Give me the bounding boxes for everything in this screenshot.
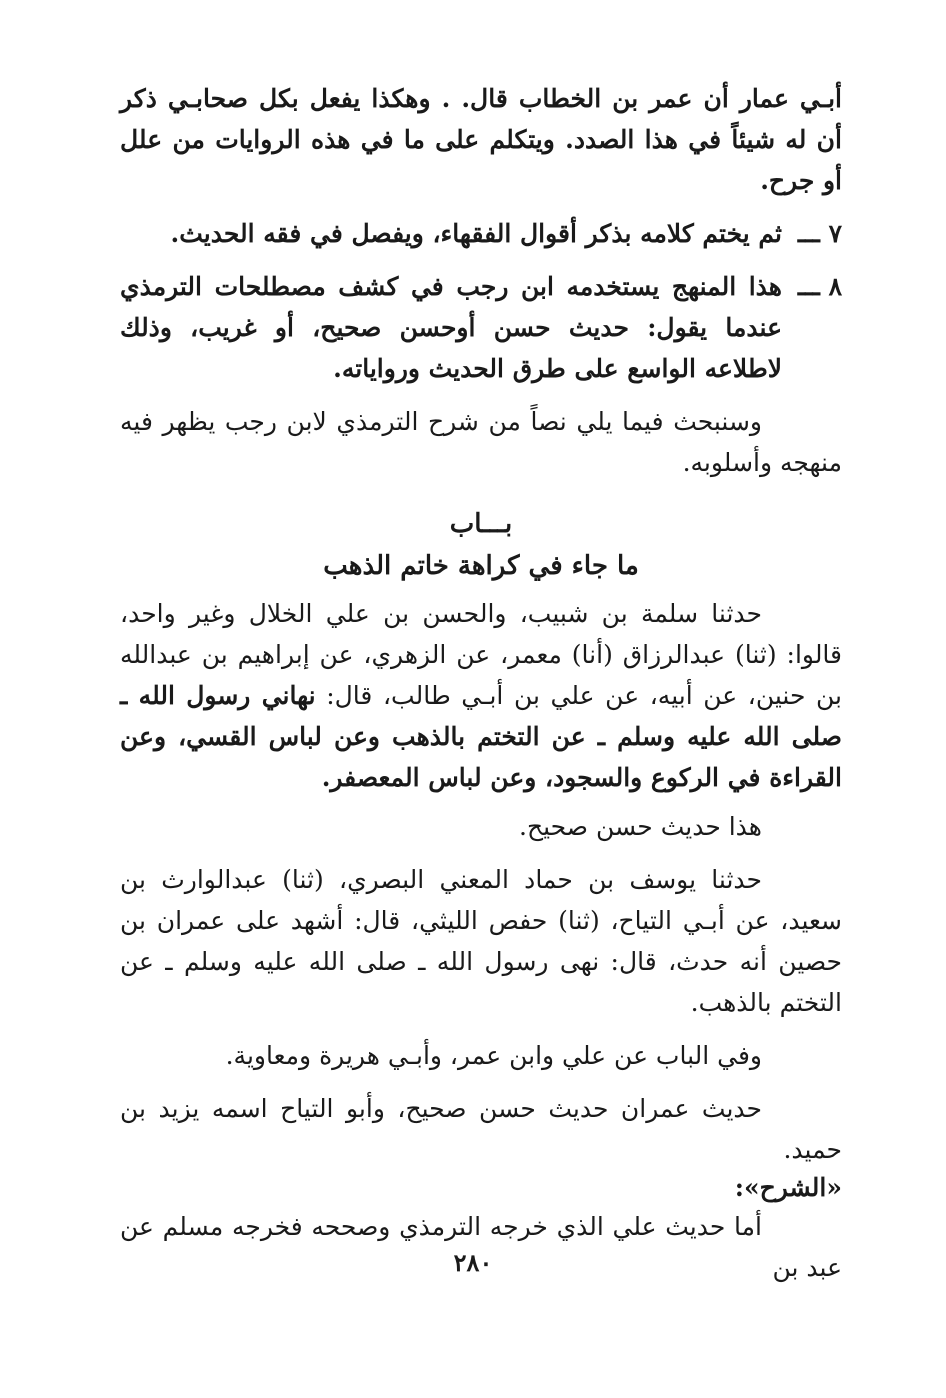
sharh-text: أما حديث علي الذي خرجه الترمذي وصححه فخرجه مسلم عن عبد بن (120, 1212, 842, 1282)
intro-continuation: أبـي عمار أن عمر بن الخطاب قال. . وهكذا يفعل بكل صحابـي ذكر أن له شيئاً في هذا الصدد. ويتكلم على ما في هذه الروايات من علل أو جرح. (120, 84, 842, 195)
point-8 (120, 266, 842, 389)
grade-1: هذا حديث حسن صحيح. (519, 812, 762, 841)
page-number: ٢٨٠ (453, 1248, 493, 1277)
point-text: ثم يختم كلامه بذكر أقوال الفقهاء، ويفصل في فقه الحديث. (170, 219, 782, 248)
grade-2: حديث عمران حديث حسن صحيح، وأبو التياح اسمه يزيد بن حميد. (120, 1094, 842, 1164)
chapter-subtitle: ما جاء في كراهة خاتم الذهب (323, 551, 639, 581)
hadith-1-chain: حدثنا سلمة بن شبيب، والحسن بن علي الخلال وغير واحد، قالوا: (ثنا) عبدالرزاق (أنا) معمر، عن الزهري، عن إبراهيم بن عبدالله بن حنين، عن أبيه، عن علي بن أبـي طالب، قال: (120, 599, 842, 710)
bab-note: وفي الباب عن علي وابن عمر، وأبـي هريرة ومعاوية. (225, 1041, 762, 1070)
point-number: ٨ ـــ (797, 272, 842, 301)
hadith-2: حدثنا يوسف بن حماد المعني البصري، (ثنا) عبدالوارث بن سعيد، عن أبـي التياح، (ثنا) حفص الليثي، قال: أشهد على عمران بن حصين أنه حدث، قال: نهى رسول الله ـ صلى الله عليه وسلم ـ عن التختم بالذهب. (120, 865, 843, 1017)
point-number: ٧ ـــ (797, 219, 842, 248)
hadith-1-matn: نهاني رسول الله ـ صلى الله عليه وسلم ـ عن التختم بالذهب وعن لباس القسي، وعن القراءة في الركوع والسجود، وعن لباس المعصفر. (120, 681, 842, 792)
point-7 (120, 213, 842, 254)
hadith-1 (120, 593, 842, 798)
chapter-title: بـــاب (449, 509, 513, 539)
next-text: وسنبحث فيما يلي نصاً من شرح الترمذي لابن رجب يظهر فيه منهجه وأسلوبه. (120, 407, 842, 477)
page-body (120, 78, 842, 1300)
sharh-label: «الشرح»: (734, 1173, 842, 1202)
point-text: هذا المنهج يستخدمه ابن رجب في كشف مصطلحات الترمذي عندما يقول: حديث حسن أوحسن صحيح، أو غريب، وذلك لاطلاعه الواسع على طرق الحديث ورواياته. (120, 272, 782, 383)
